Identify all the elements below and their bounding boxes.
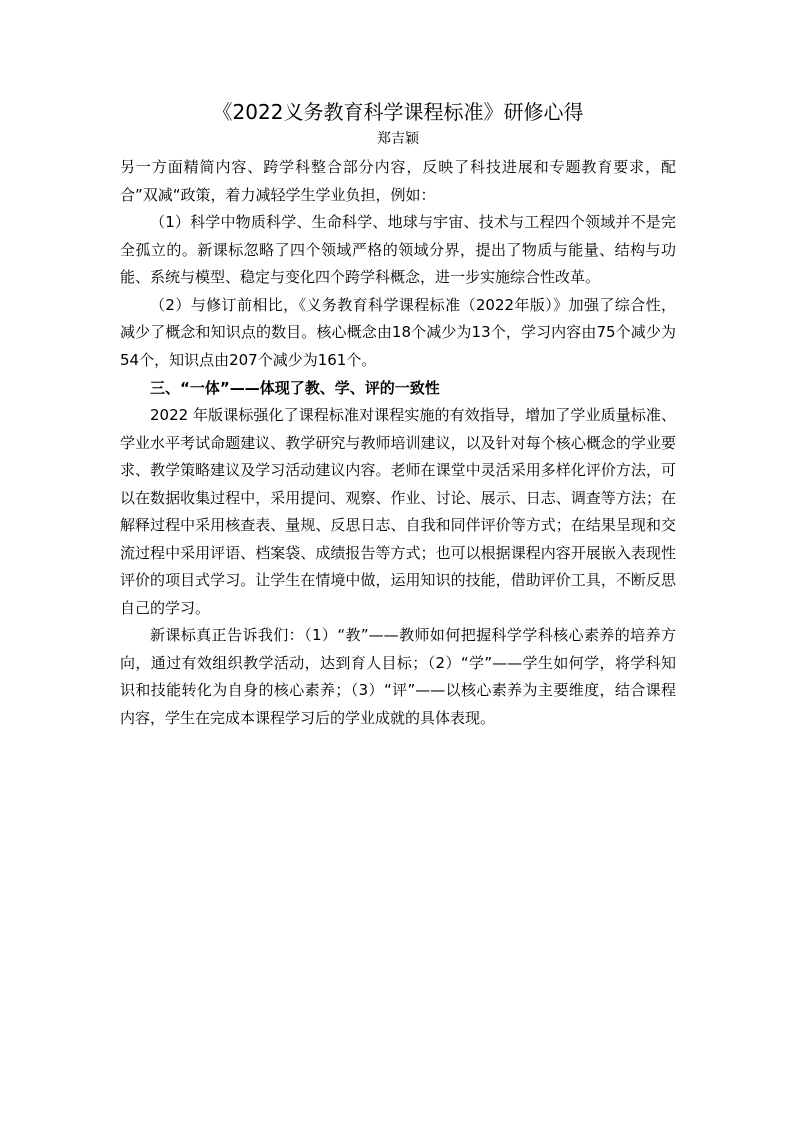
- paragraph-evaluation: 2022 年版课标强化了课程标准对课程实施的有效指导，增加了学业质量标准、学业水平考试命题建议、教学研究与教师培训建议，以及针对每个核心概念的学业要求、教学策略建议及学习活动建议内容。老师在课堂中灵活采用多样化评价方法，可以在数据收集过程中，采用提问、观察、作业、讨论、展示、日志、调查等方法；在解释过程中采用核查表、量规、反思日志、自我和同伴评价等方式；在结果呈现和交流过程中采用评语、档案袋、成绩报告等方式；也可以根据课程内容开展嵌入表现性评价的项目式学习。让学生在情境中做，运用知识的技能，借助评价工具，不断反思自己的学习。: [120, 406, 676, 617]
- document-title: 《2022义务教育科学课程标准》研修心得: [212, 100, 584, 124]
- paragraph-conclusion: 新课标真正告诉我们：（1）“教”——教师如何把握科学学科核心素养的培养方向，通过有效组织教学活动，达到育人目标；（2）“学”——学生如何学，将学科知识和技能转化为自身的核心素养；（3）“评”——以核心素养为主要维度，结合课程内容，学生在完成本课程学习后的学业成就的具体表现。: [120, 626, 676, 727]
- document-page: [120, 96, 676, 732]
- paragraph-intro: 另一方面精简内容、跨学科整合部分内容，反映了科技进展和专题教育要求，配合”双减“政策，着力减轻学生学业负担，例如：: [120, 158, 676, 204]
- section-heading: 三、“一体”——体现了教、学、评的一致性: [150, 379, 440, 397]
- document-author: 郑吉颖: [377, 131, 419, 147]
- paragraph-point-2: （2）与修订前相比，《义务教育科学课程标准（2022年版）》加强了综合性，减少了概念和知识点的数目。核心概念由18个减少为13个，学习内容由75个减少为54个，知识点由207个减少为161个。: [120, 295, 676, 369]
- paragraph-point-1: （1）科学中物质科学、生命科学、地球与宇宙、技术与工程四个领域并不是完全孤立的。新课标忽略了四个领域严格的领域分界，提出了物质与能量、结构与功能、系统与模型、稳定与变化四个跨学科概念，进一步实施综合性改革。: [120, 213, 676, 286]
